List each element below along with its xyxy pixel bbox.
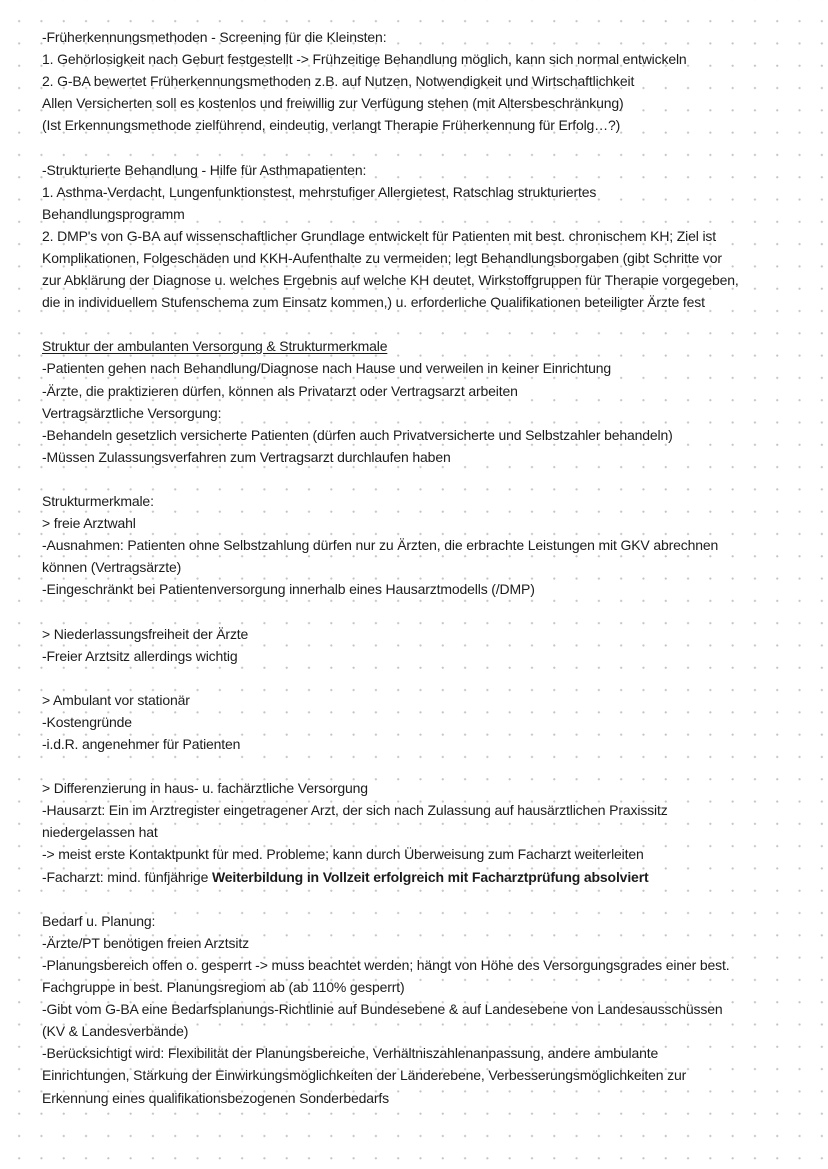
asthma-title: -Strukturierte Behandlung - Hilfe für Asthmapatienten: bbox=[42, 161, 367, 178]
ambulant-line: Vertragsärztliche Versorgung: bbox=[42, 404, 222, 421]
merkmale-line: -Ausnahmen: Patienten ohne Selbstzahlung dürfen nur zu Ärzten, die erbrachte Leistungen mit GKV abrechnen bbox=[42, 537, 719, 554]
bedarf-line: Fachgruppe in best. Planungsregiom ab (ab 110% gesperrt) bbox=[42, 979, 405, 996]
asthma-line: zur Abklärung der Diagnose u. welches Ergebnis auf welche KH deutet, Wirkstoffgruppen für Therapie vorgegeben, bbox=[42, 272, 739, 289]
screening-line: 2. G-BA bewertet Früherkennungsmethoden z.B. auf Nutzen, Notwendigkeit und Wirtschaftlichkeit bbox=[42, 73, 635, 90]
ambulant-stationaer-line: > Ambulant vor stationär bbox=[42, 691, 190, 708]
spacer bbox=[42, 313, 802, 335]
spacer bbox=[42, 888, 802, 910]
bedarf-line: (KV & Landesverbände) bbox=[42, 1023, 189, 1040]
ambulant-line: -Behandeln gesetzlich versicherte Patienten (dürfen auch Privatversicherte und Selbstzahler behandeln) bbox=[42, 426, 673, 443]
asthma-line: 1. Asthma-Verdacht, Lungenfunktionstest, mehrstufiger Allergietest, Ratschlag strukturiertes bbox=[42, 183, 597, 200]
bedarf-title: Bedarf u. Planung: bbox=[42, 912, 156, 929]
differenzierung-line: -> meist erste Kontaktpunkt für med. Probleme; kann durch Überweisung zum Facharzt weiterleiten bbox=[42, 846, 644, 863]
bedarf-line: -Berücksichtigt wird: Flexibilität der Planungsbereiche, Verhältniszahlenanpassung, andere ambulante bbox=[42, 1045, 659, 1062]
merkmale-line: > freie Arztwahl bbox=[42, 515, 136, 532]
ambulant-heading: Struktur der ambulanten Versorgung & Strukturmerkmale bbox=[42, 338, 388, 355]
asthma-line: Komplikationen, Folgeschäden und KKH-Aufenthalte zu vermeiden; legt Behandlungsborgaben (gibt Schritte vor bbox=[42, 249, 722, 266]
bedarf-line: -Gibt vom G-BA eine Bedarfsplanungs-Richtlinie auf Bundesebene & auf Landesebene von Landesausschüssen bbox=[42, 1001, 723, 1018]
ambulant-line: -Müssen Zulassungsverfahren zum Vertragsarzt durchlaufen haben bbox=[42, 448, 451, 465]
ambulant-stationaer-line: -Kostengründe bbox=[42, 713, 132, 730]
merkmale-line: können (Vertragsärzte) bbox=[42, 559, 182, 576]
asthma-line: 2. DMP's von G-BA auf wissenschaftlicher Grundlage entwickelt für Patienten mit best. chronischem KH; Ziel ist bbox=[42, 227, 717, 244]
facharzt-line bbox=[42, 866, 802, 888]
notes-text-block bbox=[42, 26, 802, 1109]
bedarf-line: Einrichtungen, Stärkung der Einwirkungsmöglichkeiten der Länderebene, Verbesserungsmöglichkeiten zur bbox=[42, 1067, 687, 1084]
merkmale-title: Strukturmerkmale: bbox=[42, 492, 154, 509]
niederlassung-line: -Freier Arztsitz allerdings wichtig bbox=[42, 647, 238, 664]
differenzierung-line: niedergelassen hat bbox=[42, 824, 158, 841]
bedarf-line: Erkennung eines qualifikationsbezogenen Sonderbedarfs bbox=[42, 1089, 389, 1106]
screening-title: -Früherkennungsmethoden - Screening für die Kleinsten: bbox=[42, 29, 387, 45]
screening-line: 1. Gehörlosigkeit nach Geburt festgestellt -> Frühzeitige Behandlung möglich, kann sich normal entwickeln bbox=[42, 51, 687, 68]
spacer bbox=[42, 136, 802, 158]
merkmale-line: -Eingeschränkt bei Patientenversorgung innerhalb eines Hausarztmodells (/DMP) bbox=[42, 581, 535, 598]
ambulant-line: -Patienten gehen nach Behandlung/Diagnose nach Hause und verweilen in keiner Einrichtung bbox=[42, 360, 611, 377]
screening-line: (Ist Erkennungsmethode zielführend, eindeutig, verlangt Therapie Früherkennung für Erfolg…?) bbox=[42, 117, 621, 134]
spacer bbox=[42, 468, 802, 490]
differenzierung-line: > Differenzierung in haus- u. fachärztliche Versorgung bbox=[42, 780, 368, 797]
asthma-line: Behandlungsprogramm bbox=[42, 205, 185, 222]
screening-line: Allen Versicherten soll es kostenlos und freiwillig zur Verfügung stehen (mit Altersbeschränkung) bbox=[42, 95, 624, 112]
ambulant-line: -Ärzte, die praktizieren dürfen, können als Privatarzt oder Vertragsarzt arbeiten bbox=[42, 382, 518, 399]
spacer bbox=[42, 667, 802, 689]
niederlassung-line: > Niederlassungsfreiheit der Ärzte bbox=[42, 625, 249, 642]
differenzierung-line: -Hausarzt: Ein im Arztregister eingetragener Arzt, der sich nach Zulassung auf hausärztlichen Praxissitz bbox=[42, 802, 668, 819]
facharzt-prefix: -Facharzt: mind. fünfjährige bbox=[42, 868, 212, 885]
spacer bbox=[42, 600, 802, 622]
spacer bbox=[42, 755, 802, 777]
facharzt-emphasis: Weiterbildung in Vollzeit erfolgreich mit Facharztprüfung absolviert bbox=[211, 868, 649, 885]
ambulant-stationaer-line: -i.d.R. angenehmer für Patienten bbox=[42, 736, 241, 752]
bedarf-line: -Ärzte/PT benötigen freien Arztsitz bbox=[42, 934, 249, 951]
asthma-line: die in individuellem Stufenschema zum Einsatz kommen,) u. erforderliche Qualifikationen beteiligter Ärzte fest bbox=[42, 294, 705, 311]
bedarf-line: -Planungsbereich offen o. gesperrt -> muss beachtet werden; hängt von Höhe des Versorgungsgrades einer best. bbox=[42, 956, 730, 973]
